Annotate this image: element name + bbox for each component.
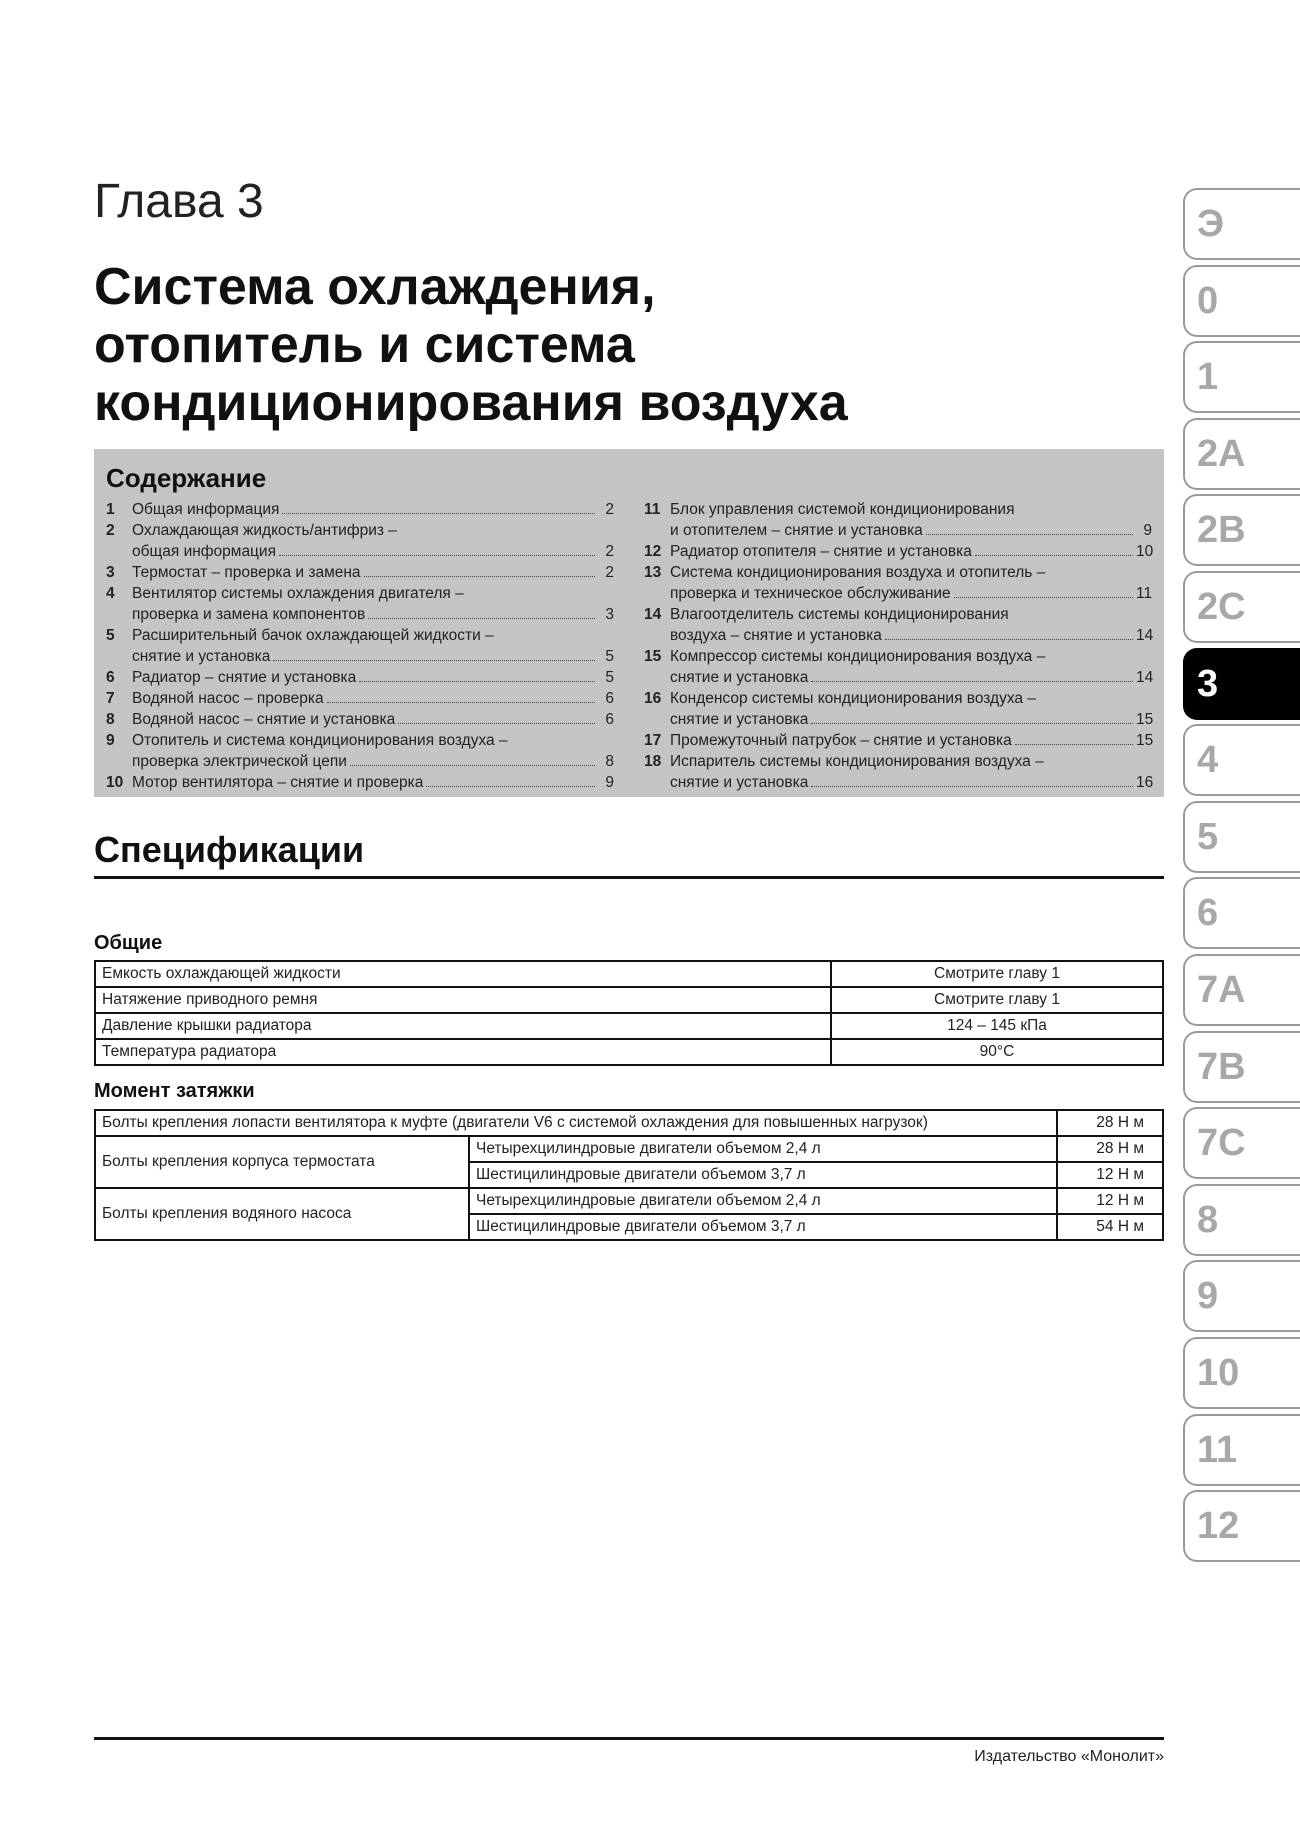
toc-item-title: Влагоотделитель системы кондиционирования [670, 606, 1009, 623]
toc-item-number: 8 [106, 711, 115, 728]
torque-value: 28 Н м [1057, 1136, 1163, 1162]
toc-item-title: Промежуточный патрубок – снятие и установка [670, 732, 1012, 749]
toc-item-title: Водяной насос – снятие и установка [132, 711, 396, 728]
publisher-name: Издательство «Монолит» [974, 1748, 1164, 1765]
toc-leader-dots [327, 702, 595, 703]
chapter-tab-8[interactable]: 8 [1183, 1184, 1300, 1256]
toc-item-title: снятие и установка [670, 669, 809, 686]
chapter-tab-4[interactable]: 4 [1183, 724, 1300, 796]
toc-item-title: и отопителем – снятие и установка [670, 522, 923, 539]
torque-thermostat-param: Болты крепления корпуса термостата [95, 1136, 469, 1188]
specifications-heading: Спецификации [94, 830, 1164, 879]
toc-item-page: 9 [1143, 522, 1152, 539]
chapter-tab-2c[interactable]: 2C [1183, 571, 1300, 643]
spec-value: 124 – 145 кПа [831, 1013, 1163, 1039]
general-heading: Общие [94, 932, 163, 954]
chapter-tab-10[interactable]: 10 [1183, 1337, 1300, 1409]
toc-item-page: 14 [1136, 669, 1154, 686]
chapter-tab-7c[interactable]: 7C [1183, 1107, 1300, 1179]
contents-box [94, 449, 1164, 797]
toc-leader-dots [359, 681, 595, 682]
toc-leader-dots [426, 786, 595, 787]
toc-item-page: 15 [1136, 711, 1154, 728]
chapter-tab-12[interactable]: 12 [1183, 1490, 1300, 1562]
torque-fan-param: Болты крепления лопасти вентилятора к муфте (двигатели V6 с системой охлаждения для повышенных нагрузок) [95, 1110, 1057, 1136]
toc-leader-dots [279, 555, 595, 556]
toc-item-title: Система кондиционирования воздуха и отопитель – [670, 564, 1046, 581]
contents-heading: Содержание [106, 463, 267, 493]
torque-value: 54 Н м [1057, 1214, 1163, 1240]
toc-item-number: 3 [106, 564, 115, 581]
table-row [95, 1110, 1163, 1136]
table-row [95, 1013, 1163, 1039]
toc-item-page: 15 [1136, 732, 1154, 749]
toc-item-page: 8 [605, 753, 614, 770]
toc-leader-dots [368, 618, 595, 619]
toc-item-number: 9 [106, 732, 115, 749]
toc-item [644, 646, 1152, 688]
spec-value: 90°C [831, 1039, 1163, 1065]
toc-item-page: 3 [605, 606, 614, 623]
toc-item-number: 1 [106, 501, 115, 518]
torque-fan-value: 28 Н м [1057, 1110, 1163, 1136]
toc-columns [106, 499, 1152, 793]
toc-leader-dots [398, 723, 595, 724]
toc-item-title: Общая информация [132, 501, 280, 518]
toc-item [644, 604, 1152, 646]
toc-item-number: 10 [106, 774, 124, 791]
toc-item-number: 18 [644, 753, 662, 770]
toc-item-title: снятие и установка [670, 711, 809, 728]
toc-item [106, 709, 614, 730]
toc-item-title: снятие и установка [132, 648, 271, 665]
toc-item-page: 10 [1136, 543, 1154, 560]
toc-item-title: Охлаждающая жидкость/антифриз – [132, 522, 397, 539]
toc-item-title: воздуха – снятие и установка [670, 627, 882, 644]
table-row [95, 987, 1163, 1013]
toc-item-title: Водяной насос – проверка [132, 690, 324, 707]
chapter-tab-2a[interactable]: 2A [1183, 418, 1300, 490]
toc-column-right [644, 499, 1152, 793]
toc-leader-dots [364, 576, 595, 577]
chapter-tabs [1183, 188, 1300, 1567]
toc-column-left [106, 499, 614, 793]
toc-item-title: Радиатор отопителя – снятие и установка [670, 543, 972, 560]
table-row [95, 1188, 1163, 1214]
chapter-tab-6[interactable]: 6 [1183, 877, 1300, 949]
toc-item-title: Конденсор системы кондиционирования воздуха – [670, 690, 1036, 707]
toc-item-number: 5 [106, 627, 115, 644]
toc-item-number: 16 [644, 690, 662, 707]
toc-item [644, 541, 1152, 562]
torque-engine: Шестицилиндровые двигатели объемом 3,7 л [469, 1214, 1057, 1240]
table-row [95, 961, 1163, 987]
toc-leader-dots [273, 660, 595, 661]
chapter-label: Глава 3 [94, 175, 264, 228]
toc-item [106, 730, 614, 772]
toc-item-title: Вентилятор системы охлаждения двигателя – [132, 585, 464, 602]
toc-leader-dots [1015, 744, 1133, 745]
spec-value: Смотрите главу 1 [831, 961, 1163, 987]
chapter-tab-9[interactable]: 9 [1183, 1260, 1300, 1332]
toc-item-page: 5 [605, 648, 614, 665]
torque-value: 12 Н м [1057, 1162, 1163, 1188]
torque-engine: Четырехцилиндровые двигатели объемом 2,4 л [469, 1188, 1057, 1214]
torque-heading: Момент затяжки [94, 1080, 255, 1102]
toc-item-title: Мотор вентилятора – снятие и проверка [132, 774, 424, 791]
toc-item [106, 688, 614, 709]
toc-leader-dots [811, 681, 1133, 682]
toc-item-title: проверка и замена компонентов [132, 606, 366, 623]
toc-item [106, 583, 614, 625]
toc-leader-dots [975, 555, 1133, 556]
spec-param: Натяжение приводного ремня [95, 987, 831, 1013]
toc-leader-dots [811, 786, 1133, 787]
torque-engine: Шестицилиндровые двигатели объемом 3,7 л [469, 1162, 1057, 1188]
toc-item-page: 6 [605, 711, 614, 728]
toc-item-number: 2 [106, 522, 115, 539]
toc-item-number: 17 [644, 732, 662, 749]
toc-item-title: Отопитель и система кондиционирования воздуха – [132, 732, 508, 749]
toc-item [106, 772, 614, 793]
toc-leader-dots [350, 765, 595, 766]
toc-item-title: проверка и техническое обслуживание [670, 585, 951, 602]
chapter-tab-2b[interactable]: 2B [1183, 494, 1300, 566]
toc-item-number: 15 [644, 648, 662, 665]
toc-item-page: 11 [1136, 585, 1153, 602]
chapter-tab-11[interactable]: 11 [1183, 1414, 1300, 1486]
chapter-tab-7b[interactable]: 7B [1183, 1031, 1300, 1103]
chapter-title-line: отопитель и система [94, 316, 635, 374]
toc-item-page: 2 [605, 501, 614, 518]
toc-item-number: 12 [644, 543, 662, 560]
toc-item-number: 11 [644, 501, 661, 518]
toc-item-number: 4 [106, 585, 115, 602]
toc-item-title: общая информация [132, 543, 276, 560]
spec-param: Давление крышки радиатора [95, 1013, 831, 1039]
toc-item-page: 2 [605, 543, 614, 560]
torque-engine: Четырехцилиндровые двигатели объемом 2,4 л [469, 1136, 1057, 1162]
chapter-tab-1[interactable]: 1 [1183, 341, 1300, 413]
toc-item-page: 16 [1136, 774, 1154, 791]
spec-param: Емкость охлаждающей жидкости [95, 961, 831, 987]
toc-item-page: 5 [605, 669, 614, 686]
toc-item-title: Компрессор системы кондиционирования воздуха – [670, 648, 1046, 665]
toc-item [644, 751, 1152, 793]
general-specs-table [94, 960, 1164, 1066]
spec-value: Смотрите главу 1 [831, 987, 1163, 1013]
chapter-title [94, 258, 1154, 432]
toc-item-title: Испаритель системы кондиционирования воздуха – [670, 753, 1044, 770]
chapter-tab-5[interactable]: 5 [1183, 801, 1300, 873]
toc-item-page: 6 [605, 690, 614, 707]
torque-pump-param: Болты крепления водяного насоса [95, 1188, 469, 1240]
toc-item-number: 6 [106, 669, 115, 686]
chapter-tab-3[interactable]: 3 [1183, 648, 1300, 720]
torque-table [94, 1109, 1164, 1241]
toc-item-page: 14 [1136, 627, 1154, 644]
table-row [95, 1039, 1163, 1065]
torque-value: 12 Н м [1057, 1188, 1163, 1214]
toc-item [106, 520, 614, 562]
toc-leader-dots [954, 597, 1133, 598]
toc-item-title: Термостат – проверка и замена [132, 564, 361, 581]
toc-item-title: снятие и установка [670, 774, 809, 791]
chapter-tab-э[interactable]: Э [1183, 188, 1300, 260]
toc-item-number: 7 [106, 690, 115, 707]
toc-item [644, 499, 1152, 541]
toc-item [644, 730, 1152, 751]
toc-item-title: Радиатор – снятие и установка [132, 669, 357, 686]
spec-param: Температура радиатора [95, 1039, 831, 1065]
toc-leader-dots [282, 513, 595, 514]
toc-leader-dots [926, 534, 1133, 535]
toc-item-title: Расширительный бачок охлаждающей жидкости – [132, 627, 494, 644]
toc-item [106, 562, 614, 583]
footer-rule [94, 1737, 1164, 1740]
chapter-tab-7a[interactable]: 7A [1183, 954, 1300, 1026]
chapter-tab-0[interactable]: 0 [1183, 265, 1300, 337]
toc-leader-dots [811, 723, 1133, 724]
toc-item-page: 2 [605, 564, 614, 581]
chapter-title-line: Система охлаждения, [94, 258, 656, 316]
toc-item [644, 688, 1152, 730]
toc-item-title: Блок управления системой кондиционирования [670, 501, 1015, 518]
toc-leader-dots [885, 639, 1133, 640]
toc-item-title: проверка электрической цепи [132, 753, 347, 770]
toc-item-number: 13 [644, 564, 662, 581]
toc-item [106, 499, 614, 520]
toc-item [106, 667, 614, 688]
toc-item-number: 14 [644, 606, 662, 623]
table-row [95, 1136, 1163, 1162]
toc-item [106, 625, 614, 667]
toc-item [644, 562, 1152, 604]
toc-item-page: 9 [605, 774, 614, 791]
chapter-title-line: кондиционирования воздуха [94, 374, 848, 432]
